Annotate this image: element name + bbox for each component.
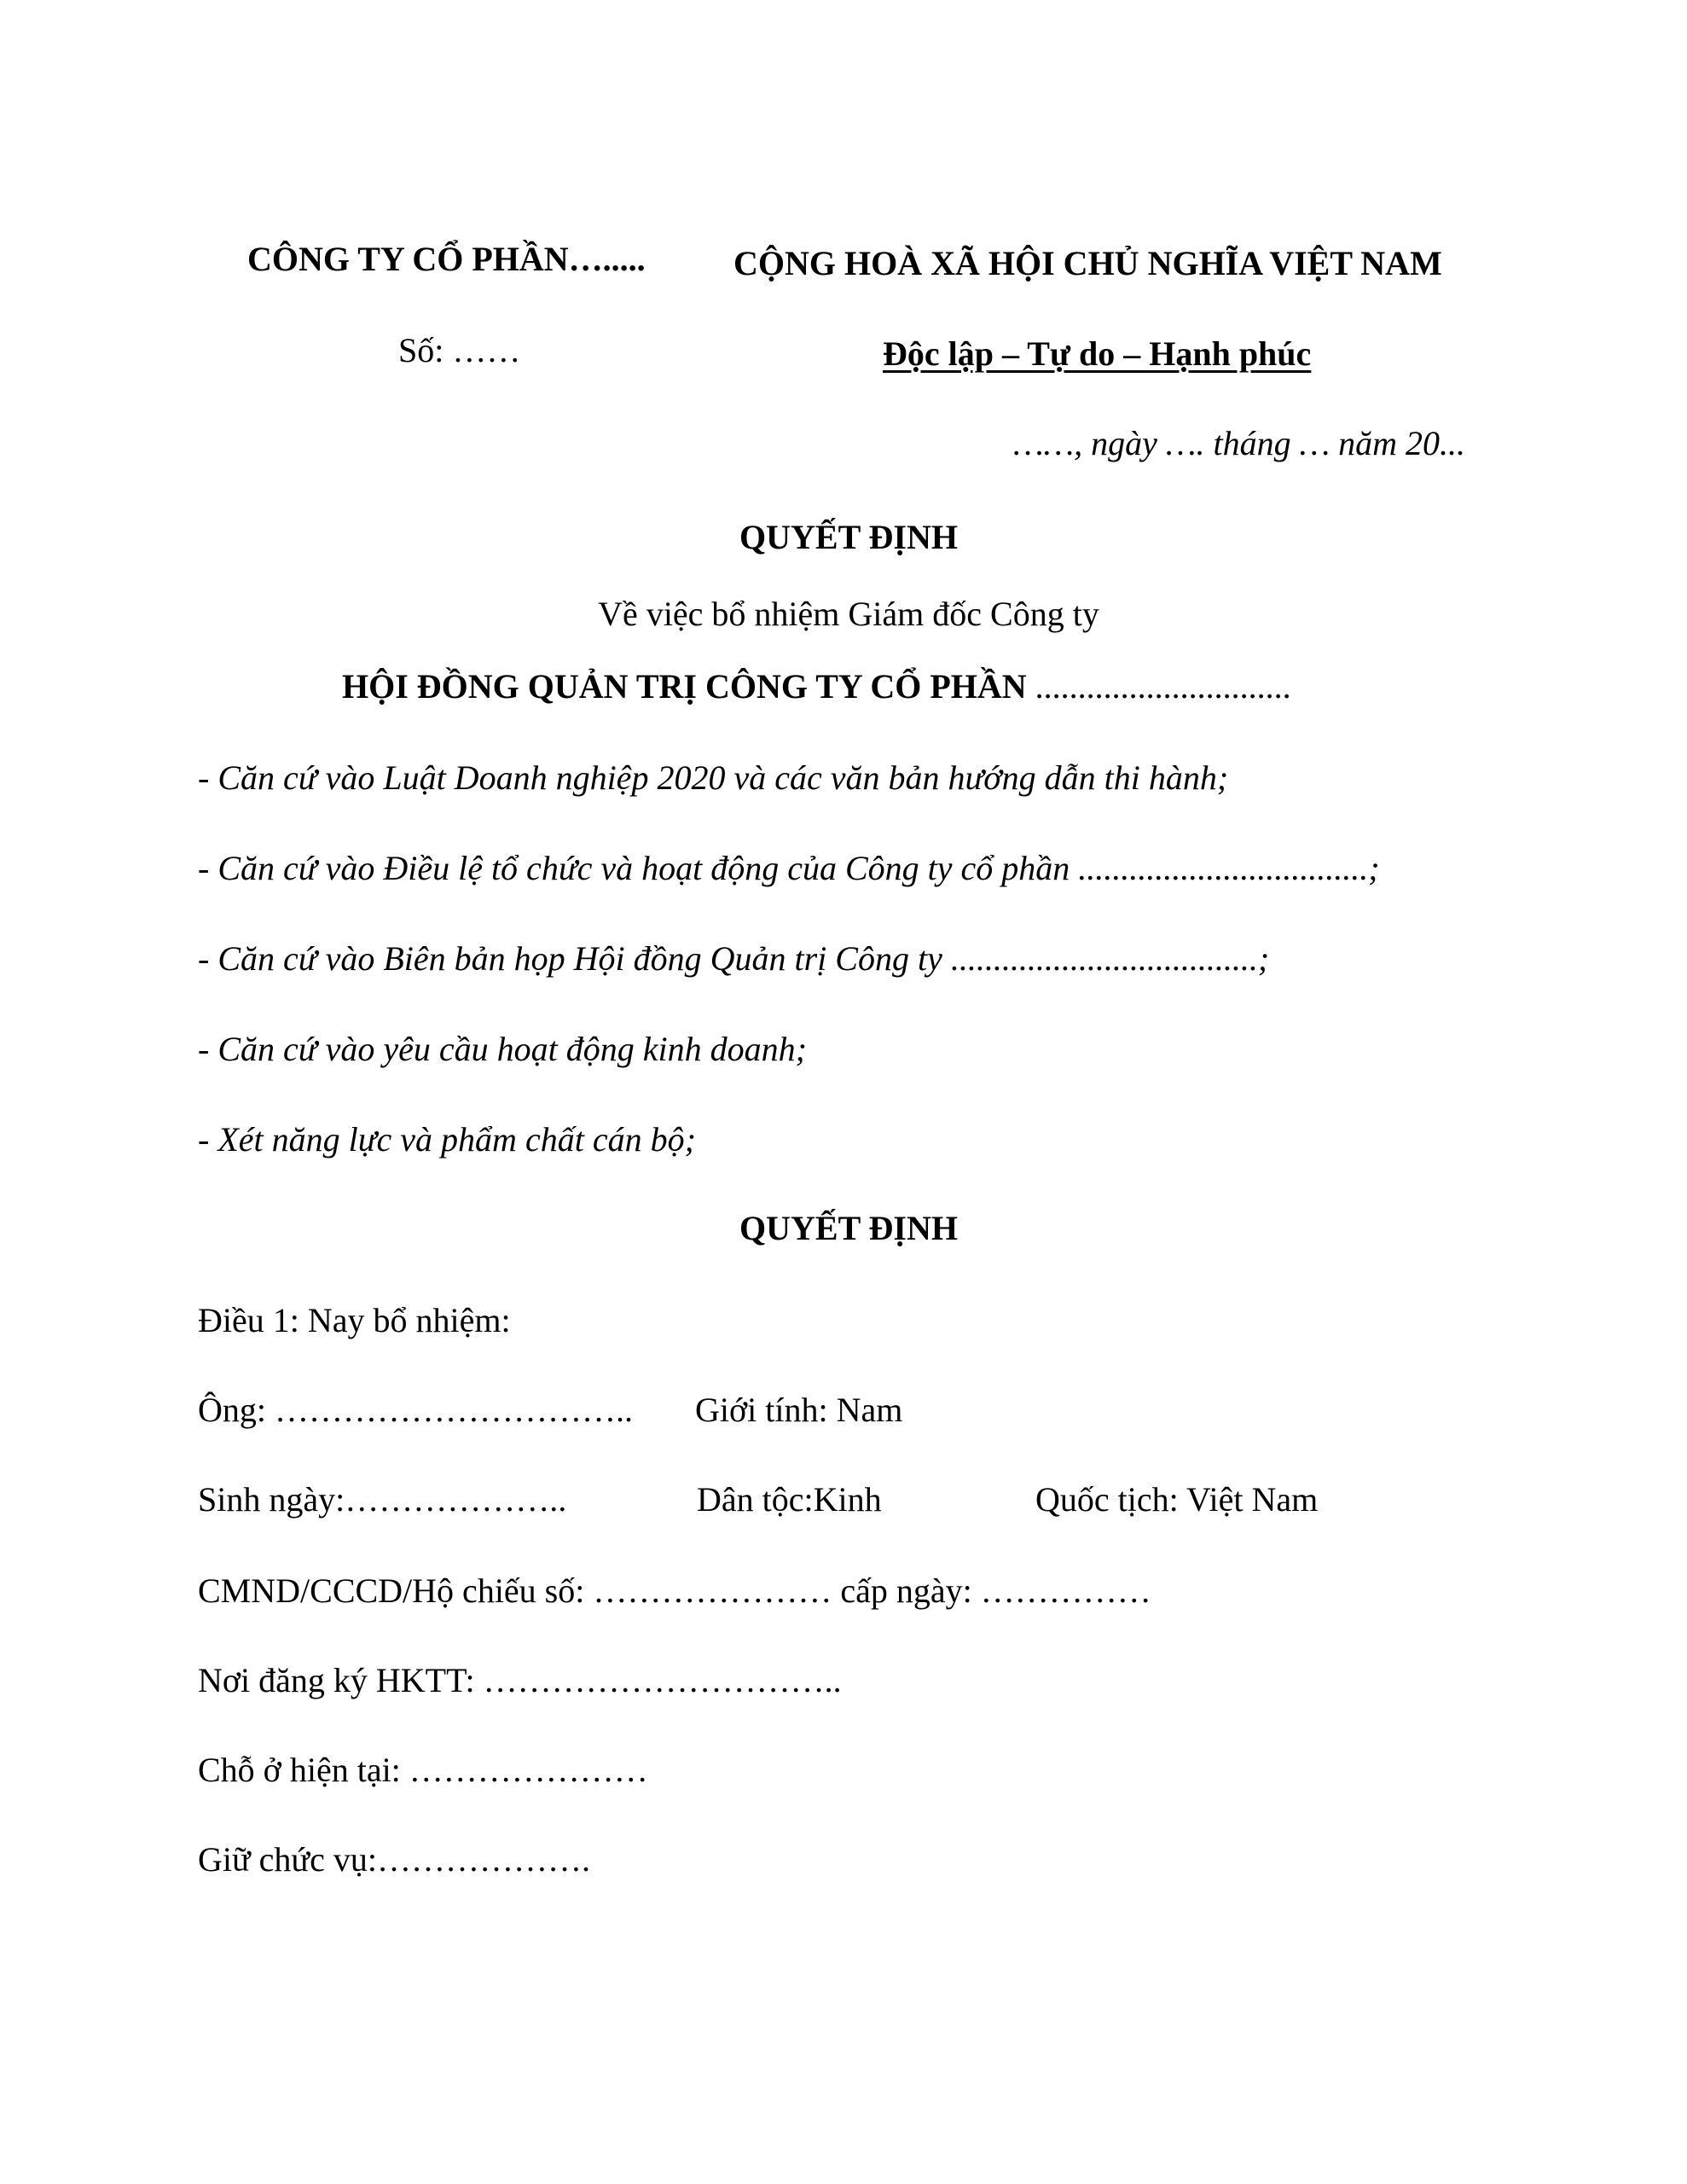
- company-name: CÔNG TY CỔ PHẦN….....: [247, 240, 646, 278]
- id-number-field: CMND/CCCD/Hộ chiếu số: ………………… cấp ngày: ……………: [198, 1571, 1151, 1610]
- position-field: Giữ chức vụ:……………….: [198, 1840, 590, 1879]
- nationality-field: Quốc tịch: Việt Nam: [1035, 1480, 1319, 1519]
- basis-item: - Căn cứ vào Luật Doanh nghiệp 2020 và các văn bản hướng dẫn thi hành;: [198, 758, 1229, 797]
- nation-title: CỘNG HOÀ XÃ HỘI CHỦ NGHĨA VIỆT NAM: [733, 244, 1442, 282]
- basis-item: - Căn cứ vào Biên bản họp Hội đồng Quản trị Công ty ....................................;: [198, 939, 1270, 978]
- basis-item: - Căn cứ vào yêu cầu hoạt động kinh doanh;: [198, 1030, 807, 1068]
- national-motto: Độc lập – Tự do – Hạnh phúc: [883, 334, 1312, 373]
- basis-item: - Căn cứ vào Điều lệ tổ chức và hoạt động của Công ty cổ phần ..................................;: [198, 849, 1380, 887]
- ethnicity-field: Dân tộc:Kinh: [697, 1480, 882, 1519]
- issuing-body: [342, 667, 1291, 706]
- document-subject: Về việc bổ nhiệm Giám đốc Công ty: [598, 595, 1099, 633]
- document-title: QUYẾT ĐỊNH: [739, 518, 958, 556]
- registered-residence-field: Nơi đăng ký HKTT: …………………………..: [198, 1661, 842, 1699]
- date-line: ……, ngày …. tháng … năm 20...: [1013, 424, 1466, 462]
- current-address-field: Chỗ ở hiện tại: …………………: [198, 1751, 648, 1789]
- article-1: Điều 1: Nay bổ nhiệm:: [198, 1301, 511, 1339]
- gender-field: Giới tính: Nam: [695, 1391, 903, 1429]
- basis-item: - Xét năng lực và phẩm chất cán bộ;: [198, 1120, 696, 1159]
- document-number: Số: ……: [398, 331, 521, 369]
- birth-date-field: Sinh ngày:………………..: [198, 1480, 567, 1519]
- issuing-body-name: HỘI ĐỒNG QUẢN TRỊ CÔNG TY CỔ PHẦN: [342, 667, 1027, 706]
- decision-heading: QUYẾT ĐỊNH: [739, 1209, 958, 1247]
- issuing-body-blank: ..............................: [1035, 667, 1291, 706]
- appointee-name-field: Ông: …………………………..: [198, 1391, 633, 1429]
